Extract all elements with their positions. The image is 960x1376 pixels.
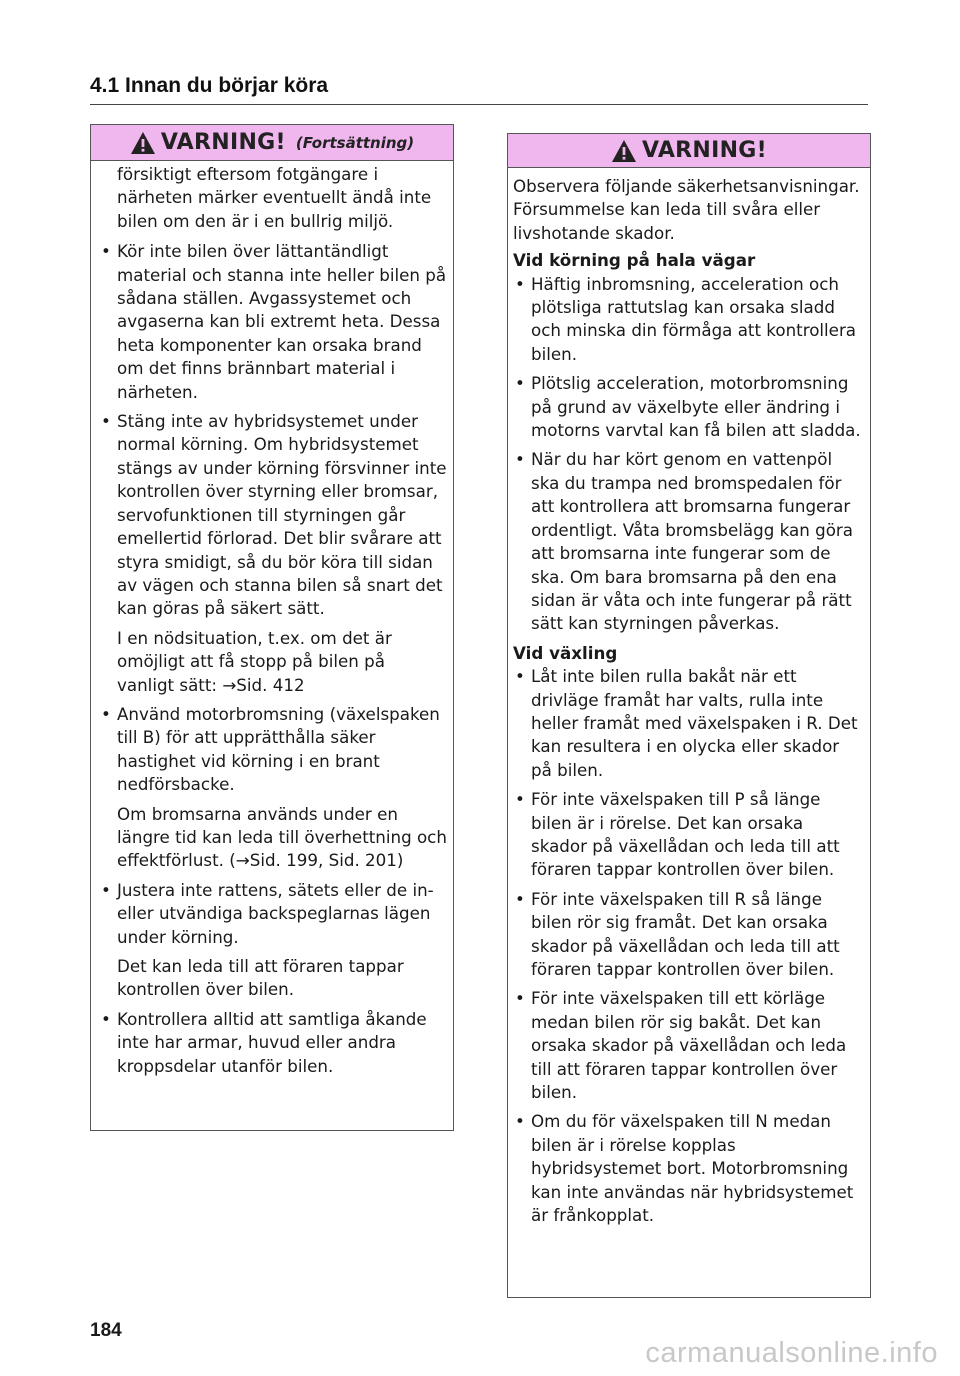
- page-header: [90, 74, 868, 105]
- warning-triangle-icon: [611, 139, 637, 163]
- page-number: 184: [90, 1320, 122, 1341]
- bullet: •: [101, 241, 111, 262]
- bullet: •: [101, 703, 111, 724]
- subsection-heading: Vid växling: [513, 642, 618, 663]
- list-item: • När du har kört genom en vattenpöl ska du trampa ned bromspedalen för att kontrollera att bromsarna fungerar ordentligt. Våta bromsbelägg kan göra att bromsarna inte fungerar som de ska. Om bara bromsarna på den ena sidan är våta och inte fungerar på rätt sätt kan styrningen påverkas.: [515, 449, 854, 634]
- sub-paragraph: Det kan leda till att föraren tappar kontrollen över bilen.: [117, 956, 404, 1000]
- bullet: •: [515, 988, 525, 1009]
- warning-content: [508, 168, 870, 1227]
- warning-title: VARNING!: [641, 138, 767, 163]
- bullet: •: [515, 273, 525, 294]
- bullet: •: [515, 373, 525, 394]
- list-item: • För inte växelspaken till ett körläge medan bilen rör sig bakåt. Det kan orsaka skador på växellådan och leda till att föraren tappar kontrollen över bilen.: [515, 988, 847, 1103]
- warning-box: [507, 133, 871, 1298]
- intro-paragraph: Observera följande säkerhetsanvisningar. Försummelse kan leda till svåra eller livshotande skador.: [513, 176, 860, 243]
- list-item: • Kontrollera alltid att samtliga åkande inte har armar, huvud eller andra kroppsdelar utanför bilen.: [101, 1008, 427, 1076]
- list-item: • Om du för växelspaken till N medan bilen är i rörelse kopplas hybridsystemet bort. Motorbromsning kan inte användas när hybridsystemet är frånkopplat.: [515, 1111, 854, 1226]
- list-item: • Kör inte bilen över lättantändligt material och stanna inte heller bilen på sådana ställen. Avgassystemet och avgaserna kan bli extremt heta. Dessa heta komponenter kan orsaka brand om det finns brännbart material i närheten.: [101, 241, 447, 402]
- list-item: • Använd motorbromsning (växelspaken till B) för att upprätthålla säker hastighet vid körning i en brant nedförsbacke.: [101, 703, 440, 795]
- warning-header: [508, 134, 870, 168]
- list-item: • Häftig inbromsning, acceleration och plötsliga rattutslag kan orsaka sladd och minska din förmåga att kontrollera bilen.: [515, 273, 857, 364]
- warning-triangle-icon: [130, 131, 156, 155]
- list-item: • För inte växelspaken till R så länge bilen rör sig framåt. Det kan orsaka skador på växellådan och leda till att föraren tappar kontrollen över bilen.: [515, 888, 840, 979]
- lead-paragraph: försiktigt eftersom fotgängare i närheten märker eventuellt ändå inte bilen om den är i en bullrig miljö.: [117, 164, 432, 231]
- warning-header: [91, 125, 453, 161]
- bullet: •: [515, 789, 525, 810]
- list-item: • Justera inte rattens, sätets eller de in- eller utvändiga backspeglarnas lägen under körning.: [101, 879, 434, 947]
- sub-paragraph: Om bromsarna används under en längre tid kan leda till överhettning och effektförlust. (→Sid. 199, Sid. 201): [117, 803, 447, 871]
- list-item: • Låt inte bilen rulla bakåt när ett drivläge framåt har valts, rulla inte heller framåt med växelspaken i R. Det kan resultera i en olycka eller skador på bilen.: [515, 666, 858, 780]
- header-divider: [90, 104, 868, 105]
- watermark: carmanualsonline.info: [645, 1337, 938, 1369]
- list-item: • Plötslig acceleration, motorbromsning på grund av växelbyte eller ändring i motorns varvtal kan få bilen att sladda.: [515, 373, 861, 441]
- bullet: •: [101, 1008, 111, 1029]
- list-item: • För inte växelspaken till P så länge bilen är i rörelse. Det kan orsaka skador på växellådan och leda till att föraren tappar kontrollen över bilen.: [515, 789, 840, 880]
- bullet: •: [515, 449, 525, 470]
- bullet: •: [101, 879, 111, 900]
- continuation-label: (Fortsättning): [295, 133, 415, 152]
- list-item: • Stäng inte av hybridsystemet under normal körning. Om hybridsystemet stängs av under körning försvinner inte kontrollen över styrning eller bromsar, servofunktionen till styrningen går emellertid förlorad. Det blir svårare att styra smidigt, så du bör köra till sidan av vägen och stanna bilen så snart det kan göras på säkert sätt.: [101, 411, 447, 619]
- bullet: •: [515, 1111, 525, 1132]
- section-title: 4.1 Innan du börjar köra: [90, 74, 329, 97]
- bullet: •: [515, 666, 525, 687]
- subsection-heading: Vid körning på hala vägar: [513, 250, 756, 271]
- sub-paragraph: I en nödsituation, t.ex. om det är omöjligt att få stopp på bilen på vanligt sätt: →Sid. 412: [117, 627, 392, 695]
- bullet: •: [101, 411, 111, 432]
- warning-box-continued: [90, 124, 454, 1131]
- warning-title: VARNING!: [160, 130, 286, 155]
- bullet: •: [515, 888, 525, 909]
- warning-content: [91, 161, 453, 1078]
